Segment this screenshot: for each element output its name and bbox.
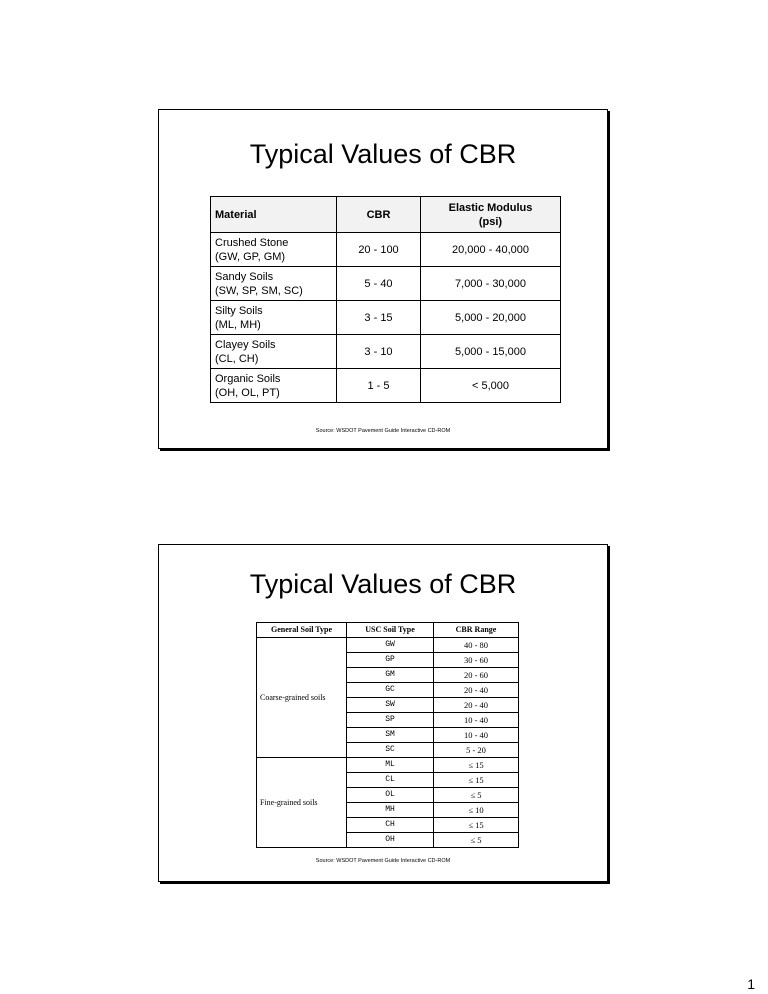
material-cell xyxy=(211,335,337,369)
material-cell xyxy=(211,301,337,335)
cbr-material-table xyxy=(210,196,561,403)
range-cell: ≤ 15 xyxy=(434,773,519,788)
material-classes: (OH, OL, PT) xyxy=(215,386,280,399)
slide-2-title: Typical Values of CBR xyxy=(249,569,517,599)
material-classes: (GW, GP, GM) xyxy=(215,250,286,263)
table-row xyxy=(257,758,519,773)
header-modulus-line1: Elastic Modulus xyxy=(448,201,533,214)
usc-cell: MH xyxy=(347,803,434,818)
material-classes: (SW, SP, SM, SC) xyxy=(215,284,303,297)
cbr-cell: 3 - 15 xyxy=(337,301,421,335)
table-row xyxy=(257,638,519,653)
header-general-soil-type: General Soil Type xyxy=(257,623,347,638)
header-modulus-unit: (psi) xyxy=(478,215,503,228)
range-cell: 20 - 40 xyxy=(434,698,519,713)
uscs-cbr-table xyxy=(256,622,519,848)
modulus-cell: 20,000 - 40,000 xyxy=(421,233,561,267)
table-row xyxy=(211,369,561,403)
material-name: Organic Soils xyxy=(215,372,281,385)
usc-cell: GP xyxy=(347,653,434,668)
material-classes: (ML, MH) xyxy=(215,318,261,331)
usc-cell: SW xyxy=(347,698,434,713)
range-cell: 40 - 80 xyxy=(434,638,519,653)
range-cell: 5 - 20 xyxy=(434,743,519,758)
modulus-cell: 5,000 - 15,000 xyxy=(421,335,561,369)
table-row xyxy=(211,335,561,369)
table-row xyxy=(211,301,561,335)
table-header-row xyxy=(257,623,519,638)
modulus-cell: 7,000 - 30,000 xyxy=(421,267,561,301)
modulus-cell: < 5,000 xyxy=(421,369,561,403)
cbr-cell: 1 - 5 xyxy=(337,369,421,403)
range-cell: ≤ 5 xyxy=(434,833,519,848)
table-row xyxy=(211,233,561,267)
slide-2 xyxy=(158,544,608,882)
slide-1-title: Typical Values of CBR xyxy=(249,139,517,169)
range-cell: 20 - 40 xyxy=(434,683,519,698)
usc-cell: CL xyxy=(347,773,434,788)
usc-cell: CH xyxy=(347,818,434,833)
header-cbr-range: CBR Range xyxy=(434,623,519,638)
range-cell: 10 - 40 xyxy=(434,728,519,743)
material-classes: (CL, CH) xyxy=(215,352,259,365)
cbr-cell: 20 - 100 xyxy=(337,233,421,267)
material-cell xyxy=(211,267,337,301)
group-fine-grained: Fine-grained soils xyxy=(257,758,347,848)
header-elastic-modulus xyxy=(421,197,561,233)
range-cell: 10 - 40 xyxy=(434,713,519,728)
usc-cell: GC xyxy=(347,683,434,698)
range-cell: ≤ 15 xyxy=(434,758,519,773)
header-usc-soil-type: USC Soil Type xyxy=(347,623,434,638)
material-cell xyxy=(211,233,337,267)
usc-cell: OL xyxy=(347,788,434,803)
usc-cell: SP xyxy=(347,713,434,728)
material-name: Silty Soils xyxy=(215,304,263,317)
range-cell: ≤ 15 xyxy=(434,818,519,833)
slide-2-source: Source: WSDOT Pavement Guide Interactive CD-ROM xyxy=(315,858,451,864)
usc-cell: OH xyxy=(347,833,434,848)
page-number: 1 xyxy=(747,976,755,992)
material-name: Crushed Stone xyxy=(215,236,289,249)
header-cbr: CBR xyxy=(337,197,421,233)
table-row xyxy=(211,267,561,301)
range-cell: ≤ 10 xyxy=(434,803,519,818)
cbr-cell: 5 - 40 xyxy=(337,267,421,301)
group-coarse-grained: Coarse-grained soils xyxy=(257,638,347,758)
table-header-row xyxy=(211,197,561,233)
modulus-cell: 5,000 - 20,000 xyxy=(421,301,561,335)
usc-cell: SM xyxy=(347,728,434,743)
usc-cell: SC xyxy=(347,743,434,758)
material-name: Sandy Soils xyxy=(215,270,274,283)
cbr-cell: 3 - 10 xyxy=(337,335,421,369)
usc-cell: GM xyxy=(347,668,434,683)
range-cell: ≤ 5 xyxy=(434,788,519,803)
material-cell xyxy=(211,369,337,403)
range-cell: 30 - 60 xyxy=(434,653,519,668)
material-name: Clayey Soils xyxy=(215,338,276,351)
range-cell: 20 - 60 xyxy=(434,668,519,683)
usc-cell: ML xyxy=(347,758,434,773)
slide-1 xyxy=(158,109,608,449)
header-material: Material xyxy=(211,197,337,233)
slide-1-source: Source: WSDOT Pavement Guide Interactive CD-ROM xyxy=(315,428,451,434)
usc-cell: GW xyxy=(347,638,434,653)
